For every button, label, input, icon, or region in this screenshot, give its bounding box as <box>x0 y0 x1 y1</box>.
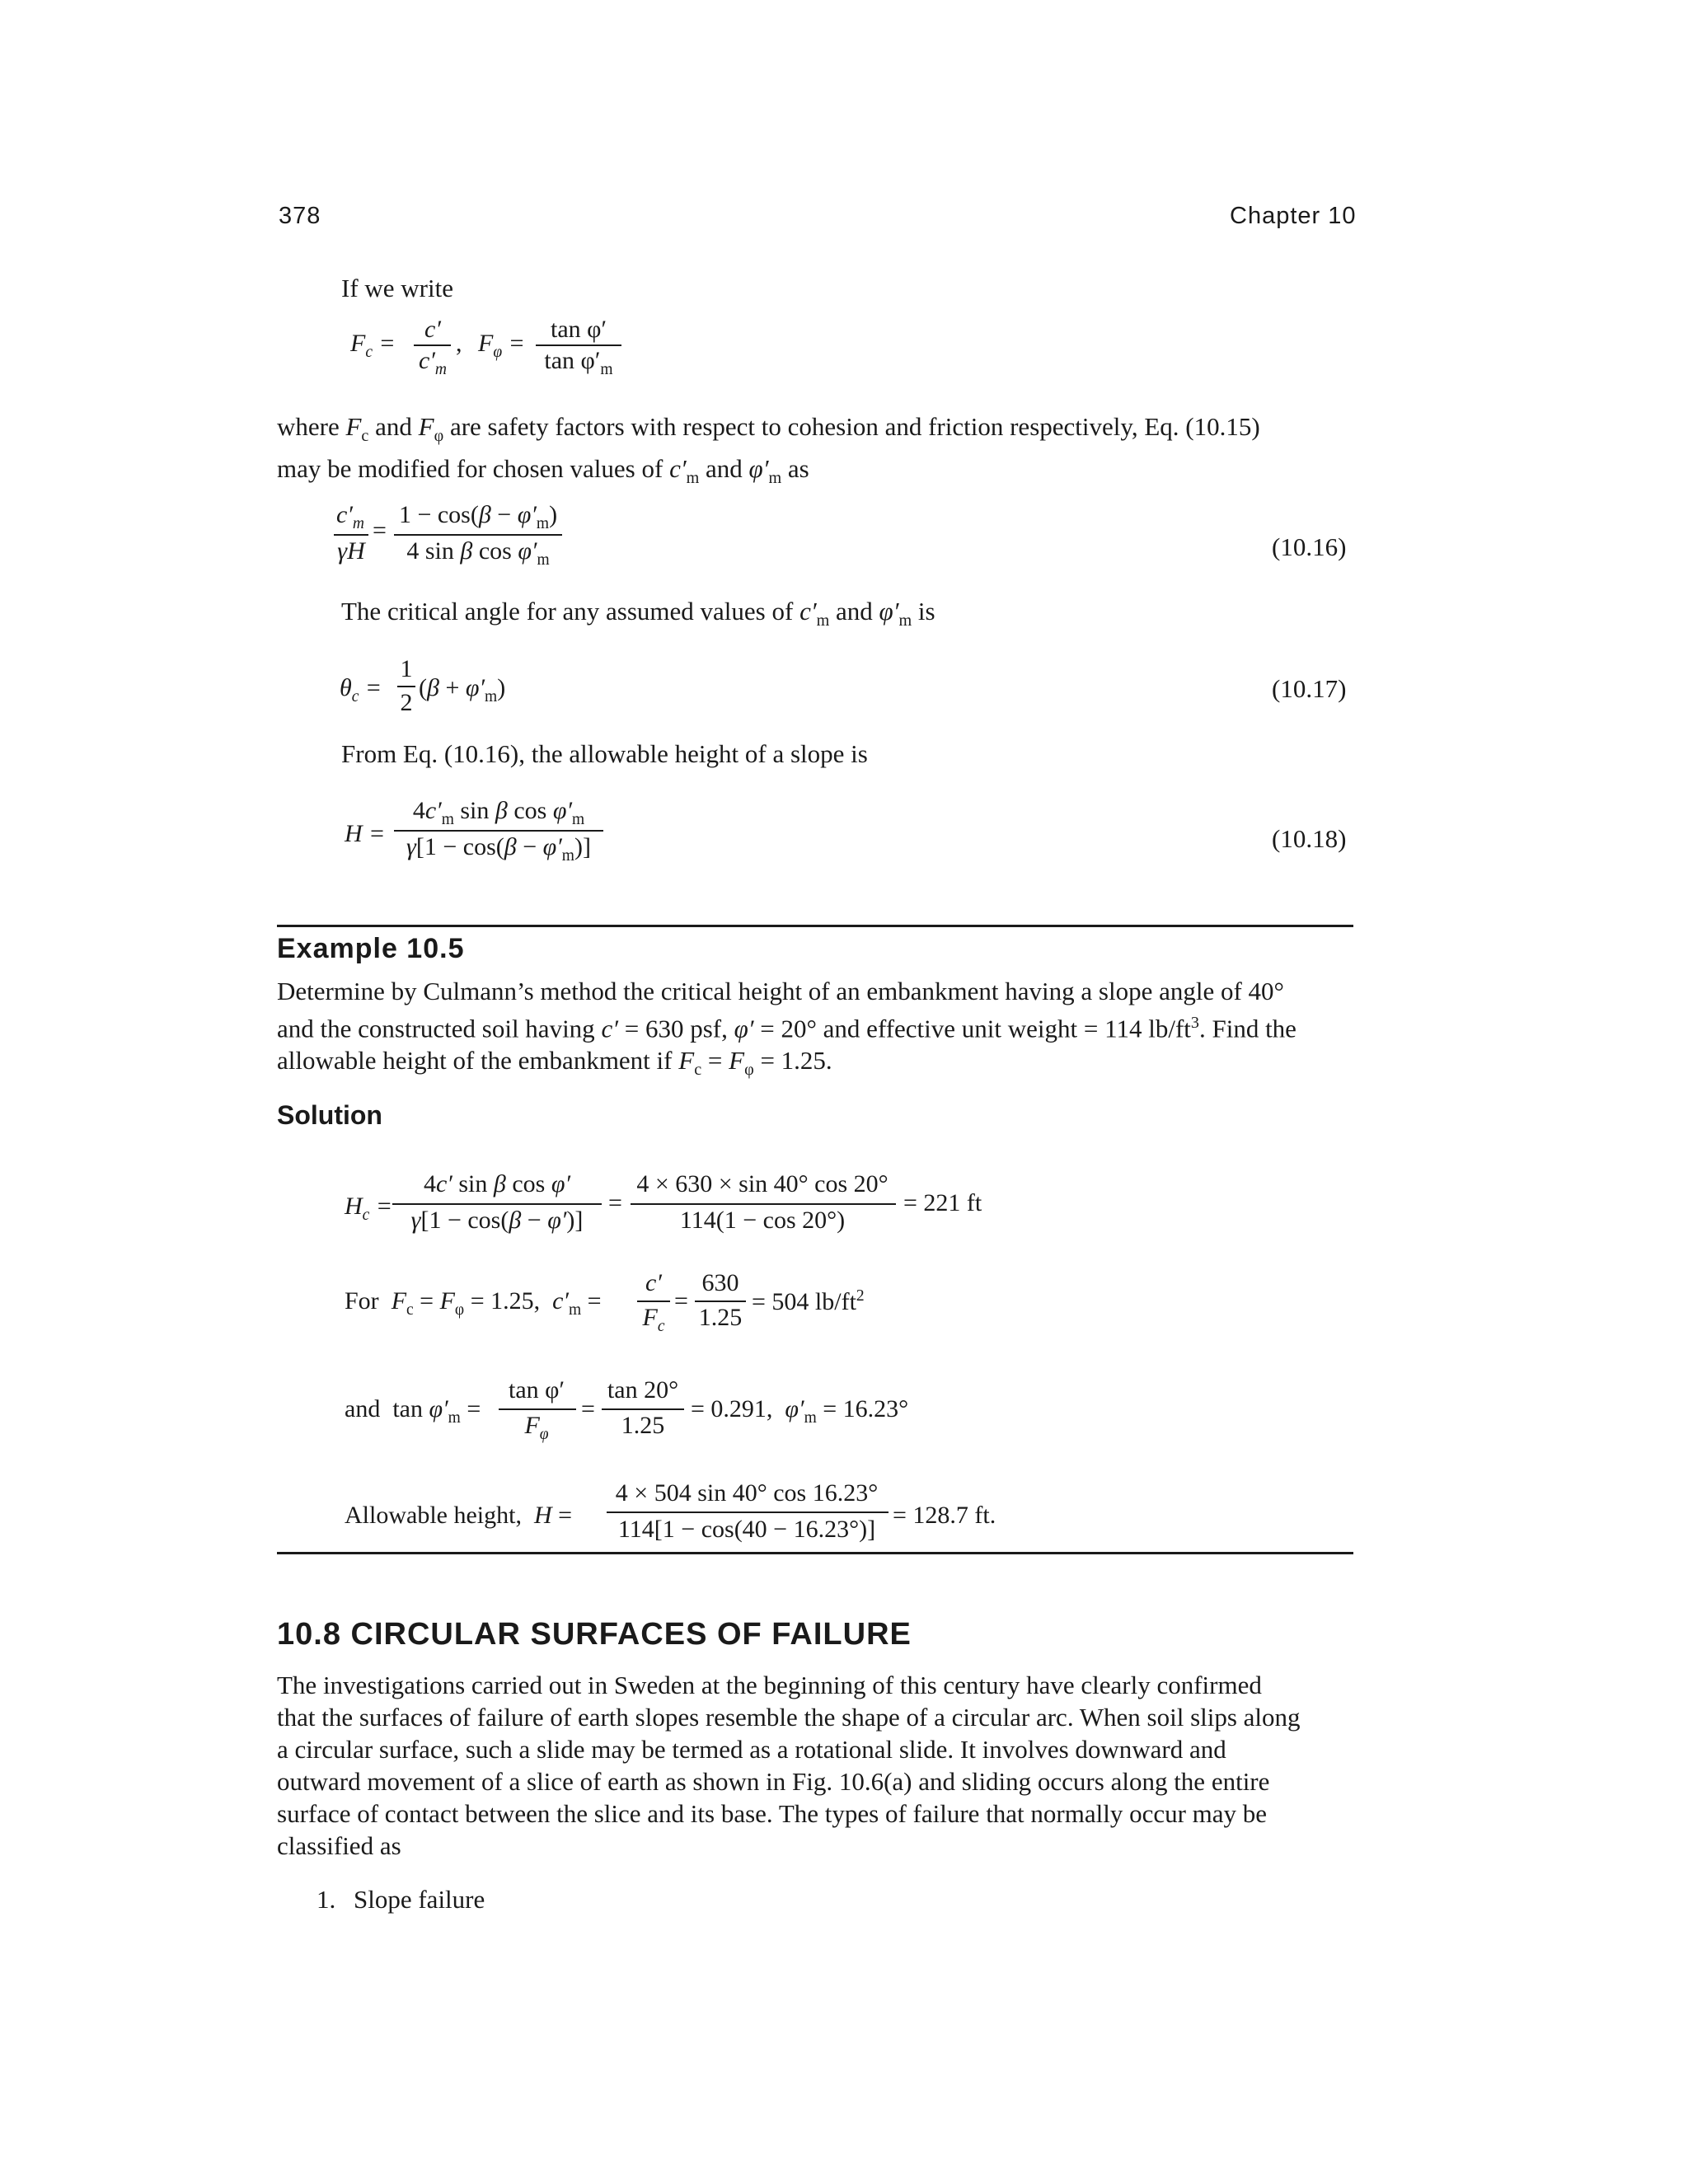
eq1017-rhs: $(\beta + \varphi'_m)$ <box>419 674 506 705</box>
eq-fc-num: c′ <box>424 316 441 343</box>
eq-ff-den: $\tan \varphi'_m$ <box>544 347 613 378</box>
para-line: may be modified for chosen values of $c'_m$ and $\varphi'_m$ as <box>277 454 809 488</box>
list-item <box>316 1883 485 1915</box>
eq-ff-bar <box>536 344 621 346</box>
cm-den2: 1.25 <box>698 1304 743 1331</box>
example-line: and the constructed soil having c′ = 630 psf, φ′ = 20° and effective unit weight = 114 $lb/ft^3$. Find the <box>277 1014 1296 1043</box>
phi-eq2: = <box>581 1395 595 1422</box>
eq1017-frac-bar <box>397 686 415 687</box>
eq-comma: , <box>456 330 462 357</box>
cm-num2: 630 <box>701 1269 739 1296</box>
section-paragraph <box>277 1669 1353 1862</box>
list-text: Slope failure <box>354 1885 485 1914</box>
section-line: classified as <box>277 1831 401 1860</box>
hc-bar2 <box>631 1203 896 1205</box>
phi-num2: tan 20° <box>607 1376 679 1404</box>
cm-bar1 <box>637 1301 670 1302</box>
eq-ff-lhs: $F_\varphi$ = <box>478 330 525 361</box>
phi-bar2 <box>602 1408 684 1410</box>
eq1016-equals: = <box>373 517 387 544</box>
example-line: Determine by Culmann’s method the critical height of an embankment having a slope angle of 40° <box>277 977 1284 1005</box>
page-number: 378 <box>279 203 321 229</box>
eq1017-lhs: $\theta_c$ = <box>340 674 382 705</box>
hc-num1: 4c′ sin β cos φ′ <box>423 1170 571 1197</box>
eq-ff-num: tan φ′ <box>550 316 607 343</box>
example-title: Example 10.5 <box>277 933 465 964</box>
eq-fc-bar <box>414 344 451 346</box>
h-den: 114[1 − cos(40 − 16.23°)] <box>617 1516 876 1543</box>
hc-den1: γ[1 − cos(β − φ′)] <box>410 1207 584 1234</box>
phi-prefix: and $\tan \varphi'_m$ = <box>345 1395 481 1427</box>
section-line: The investigations carried out in Sweden at the beginning of this century have clearly confirmed <box>277 1671 1262 1699</box>
section-line: that the surfaces of failure of earth slopes resemble the shape of a circular arc. When soil slips along <box>277 1703 1301 1732</box>
eq-fc-den: $c'_m$ <box>419 347 447 378</box>
phi-den2: 1.25 <box>621 1412 665 1439</box>
cm-num1: c′ <box>645 1269 662 1296</box>
cm-eq2: = <box>674 1287 688 1315</box>
example-bottom-rule <box>277 1552 1353 1554</box>
hc-den2: 114(1 − cos 20°) <box>679 1207 846 1234</box>
example-line: allowable height of the embankment if $F_c = F_\varphi = 1.25$. <box>277 1046 832 1080</box>
cm-den1: $F_c$ <box>642 1304 665 1335</box>
list-number: 1. <box>316 1885 336 1914</box>
hc-result: = 221 ft <box>903 1189 982 1216</box>
hc-lhs: $H_c$ = <box>345 1193 393 1224</box>
eq1016-rhs-num: $1 - \cos(\beta - \varphi'_m)$ <box>398 501 558 532</box>
h-result: = 128.7 ft. <box>893 1502 996 1529</box>
phi-num1: tan φ′ <box>508 1376 565 1404</box>
h-prefix: Allowable height, H = <box>345 1502 573 1529</box>
section-title: 10.8 CIRCULAR SURFACES OF FAILURE <box>277 1617 912 1652</box>
eq1017-frac-den: 2 <box>400 689 413 716</box>
eq-fc-lhs: $F_c$ = <box>350 330 396 361</box>
eq1016-lhs-den: γH <box>337 537 365 565</box>
para-line: where $F_c$ and $F_\varphi$ are safety factors with respect to cohesion and friction respectively, Eq. (10.15) <box>277 412 1260 446</box>
eq1018-lhs: H = <box>345 820 386 847</box>
eq1016-number: (10.16) <box>1272 532 1347 561</box>
hc-bar1 <box>392 1203 602 1205</box>
eq1018-den: $\gamma[1 - \cos(\beta - \varphi'_m)]$ <box>406 833 591 865</box>
section-line: outward movement of a slice of earth as shown in Fig. 10.6(a) and sliding occurs along the entire <box>277 1767 1270 1796</box>
example-problem <box>277 975 1353 1087</box>
para-safety-factors <box>277 410 1353 494</box>
eq1017-number: (10.17) <box>1272 674 1347 703</box>
example-top-rule <box>277 925 1353 927</box>
phi-result: = 0.291, $\varphi'_m = 16.23^\circ$ <box>691 1395 909 1427</box>
h-num: 4 × 504 sin 40° cos 16.23° <box>615 1479 879 1507</box>
para-allowable-height: From Eq. (10.16), the allowable height of a slope is <box>341 739 868 768</box>
chapter-label: Chapter 10 <box>1230 203 1357 229</box>
cm-bar2 <box>695 1301 746 1302</box>
cm-result: = 504 $lb/ft^2$ <box>752 1287 865 1315</box>
eq1016-rhs-bar <box>394 534 562 536</box>
eq1017-frac-num: 1 <box>400 655 413 682</box>
solution-title: Solution <box>277 1100 382 1130</box>
eq1016-rhs-den: 4 sin β $\cos \varphi'_m$ <box>406 537 550 569</box>
para-critical-angle: The critical angle for any assumed values of $c'_m$ and $\varphi'_m$ is <box>341 597 935 630</box>
eq1016-lhs-bar <box>334 534 368 536</box>
eq1018-num: $4c'_m$ sin β $\cos \varphi'_m$ <box>412 797 585 828</box>
section-line: a circular surface, such a slide may be termed as a rotational slide. It involves downward and <box>277 1735 1226 1764</box>
cm-prefix: For $F_c = F_\varphi = 1.25$, $c'_m$ = <box>345 1287 602 1319</box>
eq1018-number: (10.18) <box>1272 824 1347 853</box>
eq1016-lhs-num: $c'_m$ <box>336 501 364 532</box>
hc-num2: 4 × 630 × sin 40° cos 20° <box>636 1170 889 1197</box>
h-bar <box>607 1511 889 1513</box>
section-line: surface of contact between the slice and its base. The types of failure that normally occur may be <box>277 1799 1268 1828</box>
phi-den1: $F_\varphi$ <box>524 1412 549 1443</box>
intro-text: If we write <box>341 274 453 302</box>
eq1018-bar <box>394 830 603 832</box>
phi-bar1 <box>499 1408 576 1410</box>
hc-eq2: = <box>608 1189 622 1216</box>
